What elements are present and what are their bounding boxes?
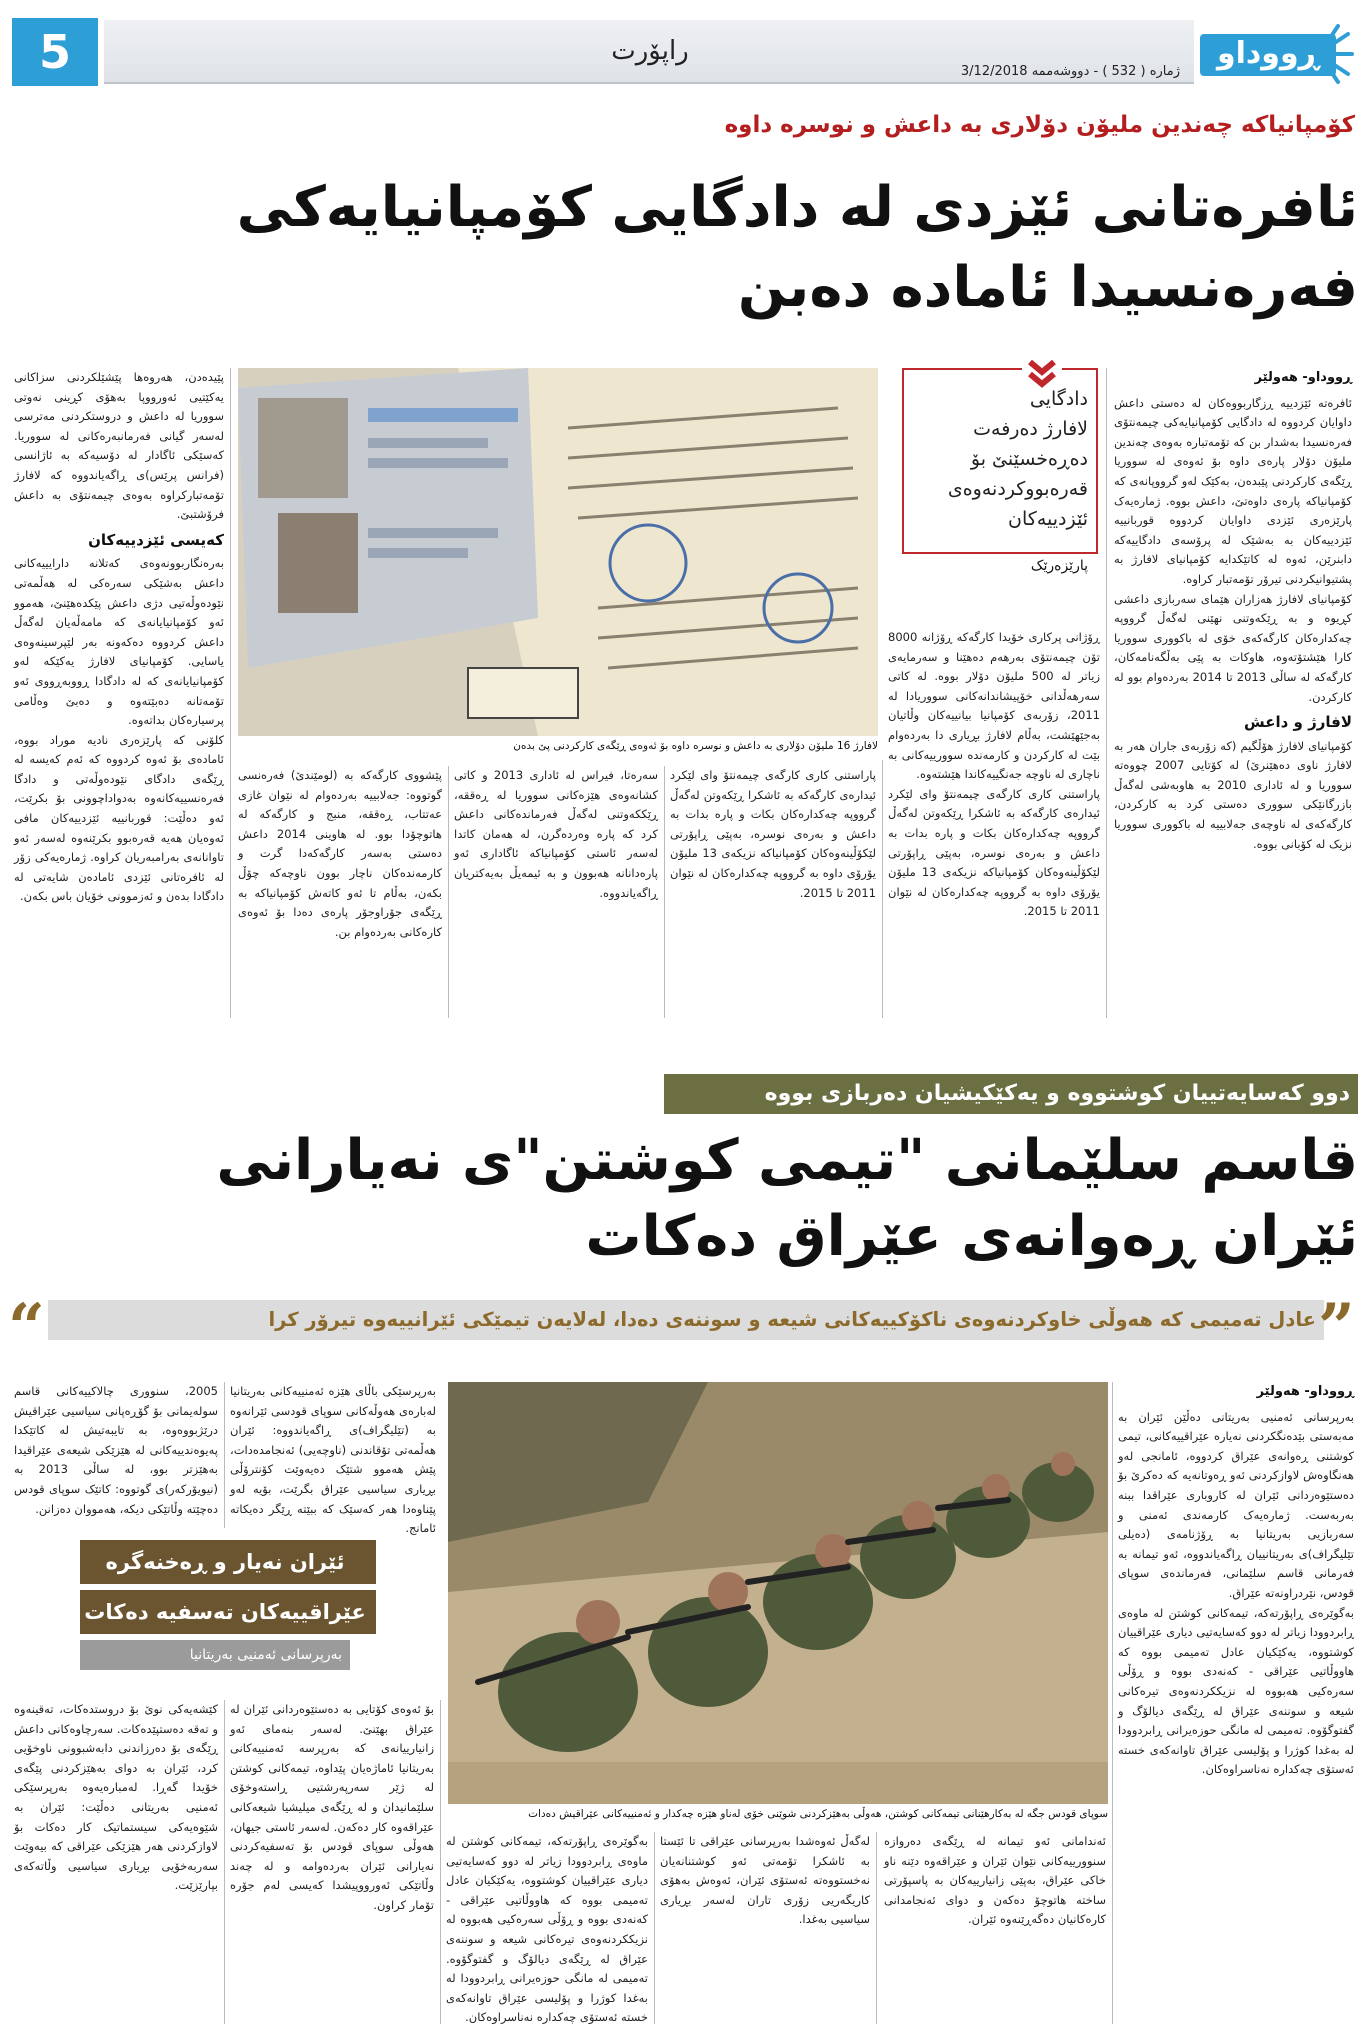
document-photo — [238, 368, 878, 736]
column-divider — [224, 1700, 225, 2024]
article1-paragraph: پێیدەدن، هەروەها پێشێلکردنی سزاکانی یەکێتیی ئەورووپا بەهۆی کڕینی نەوتی سووریا لە داعش و دروستکردنی مەترسی لەسەر گیانی فەرمانبەرەکانی لە سووریا. کەسێکی ئاگادار لە دۆسیەکە بە ئاژانسی (فرانس پرێس)ی ڕاگەیاندووە کە لافارژ تۆمەتبارکراوە بەوەی چیمەنتۆی بە داعش فرۆشتبێ. — [14, 370, 224, 522]
article1-photo — [238, 368, 878, 736]
article2-quote-line-2: عێراقییەکان تەسفیە دەکات — [84, 1600, 366, 1624]
article1-paragraph: پاراستنی کاری کارگەی چیمەنتۆ وای لێکرد ئیدارەی کارگەکە بە ئاشکرا ڕێکەوتن لەگەڵ گرووپە چەکدارەکان بکات و پارە بدات بە داعش و بەرەی نوسرە، بەپێی ڕاپۆرتی لێکۆڵینەوەکان کۆمپانیاکە نزیکەی 13 ملیۆن یۆرۆی داوە بە گرووپە چەکدارەکان لە نێوان 2011 تا 2015. — [888, 786, 1100, 919]
column-divider — [654, 1832, 655, 2024]
page-number: 5 — [38, 25, 71, 79]
article1-quote — [912, 384, 1088, 534]
open-quote-icon: ” — [1318, 1290, 1355, 1365]
article2-column-bottom-1 — [884, 1832, 1106, 2024]
article2-column-bottom-3 — [446, 1832, 648, 2024]
article2-byline: ڕووداو- هەولێر — [1256, 1384, 1354, 1399]
article1-paragraph: سەرەتا، فیراس لە ئاداری 2013 و کاتی کشانەوەی هێزەکانی سووریا لە ڕەققە، ڕێککەوتنی لەگەڵ فەرماندەکانی داعش کرد کە پارە وەردەگرن، لە هەمان کاتدا لەسەر ئاستی کۆمپانیاکە ئاگاداری ئەو پارەدانانە هەبوون و بە ئیمەیڵ بەیەکتریان ڕاگەیاندووە. — [454, 768, 658, 900]
logo — [1200, 16, 1360, 90]
article1-subhead-1: لافارژ و داعش — [1244, 713, 1352, 732]
article2-column-bottom-4 — [230, 1700, 434, 2024]
article2-photo — [448, 1382, 1108, 1804]
article1-column-under-photo-3 — [238, 766, 442, 1018]
article2-quote-line-1: ئێران نەیار و ڕەخنەگرە — [105, 1550, 345, 1574]
quote-line: ئێزدییەکان — [1008, 508, 1088, 530]
article2-column-bottom-2 — [660, 1832, 870, 2024]
article2-paragraph: بۆ ئەوەی کۆتایی بە دەستێوەردانی ئێران لە عێراق بهێنێ. لەسەر بنەمای ئەو زانیارییانەی کە بەرپرسە ئەمنییەکانی بەریتانیا ئاماژەیان پێداوە، تیمەکانی کوشتن لە ژێر سەرپەرشتیی ڕاستەوخۆی سلێمانیدان و لە ڕێگەی میلیشیا شیعەکانی عێراقەوە کار دەکەن. لەسەر ئاستی جیهان، هەوڵی سوپای قودس بۆ تەسفیەکردنی نەیارانی ئێران بەردەوامە و لە چەند وڵاتێکی ئەورووپیشدا کەیسی لەم جۆرە تۆمار کراون. — [230, 1702, 434, 1912]
soldiers-photo — [448, 1382, 1108, 1804]
article2-paragraph: بەگوێرەی ڕاپۆرتەکە، تیمەکانی کوشتن لە ماوەی ڕابردوودا زیاتر لە دوو کەسایەتیی دیاری عێراقییان کوشتووە، یەکێکیان عادل تەمیمی بووە کە هاووڵاتیی عێراقی - کەنەدی بووە و ڕۆڵی سەرەکیی هەبووە لە نزیککردنەوەی تیرەکانی شیعە و سوننەی عێراق لە ڕێگەی دیالۆگ و گفتوگۆوە. تەمیمی لە مانگی حوزەیرانی ڕابردوودا لە بەغدا کوژرا و پۆلیسی عێراق تاوانەکەی خستە ئەستۆی چەکدارە نەناسراوەکان. — [1118, 1605, 1354, 1777]
article2-paragraph: کێشەیەکی نوێ بۆ دروستدەکات، تەقینەوە و تەقە دەستپێدەکات. سەرچاوەکانی داعش ڕێگەی بۆ دەرزاندنی دابەشبوونی ناوخۆیی کرد، ئێران بە دوای بەهێزکردنی پێگەی خۆیدا گەڕا. لەمبارەیەوە بەرپرسێکی ئەمنیی بەریتانی دەڵێت: ئێران بە شێوەیەکی سیستماتیک کار دەکات بۆ لاوازکردنی هەر هێزێکی عێراقی کە بیەوێت سەربەخۆیی بڕیاری سیاسیی وڵاتەکەی بپارێزێت. — [14, 1702, 218, 1893]
article2-paragraph: 2005، سنووری چالاکییەکانی قاسم سولەیمانی بۆ گۆڕەپانی سیاسیی عێراقیش درێژبووەوە، بە تایبەتیش لە کاتێکدا پەیوەندییەکانی لە هێزێکی شیعەی عێراقیدا بەهێزتر بوو، لە ساڵی 2013 بە (نیویۆرکەر)ی گوتووە: کاتێک سوپای قودس دەچێتە وڵاتێکی دیکە، هەمووان دەزانن. — [14, 1384, 218, 1516]
article2-subkicker: عادل تەمیمی کە هەوڵی خاوکردنەوەی ناکۆکییەکانی شیعە و سوننەی دەدا، لەلایەن تیمێکی ئێرانییەوە تیرۆر کرا — [268, 1308, 1316, 1331]
article1-paragraph: کۆمپانیای لافارژ هەزاران هێمای سەربازی داعشی کڕیوە و بە ڕێکەوتنی نهێنی لەگەڵ گرووپە چەکدارەکان کارگەکەی خۆی لە باکووری سووریا کارا هێشتۆتەوە، هاوکات بە پێی بەڵگەنامەکان، کارگەکە لە ساڵی 2013 تا 2014 بەردەوام بوو لە کارکردن. — [1114, 591, 1353, 704]
article1-column-under-photo-1 — [670, 766, 876, 1018]
article2-column-right — [1118, 1382, 1354, 2024]
quote-line: دادگایی — [1029, 388, 1088, 410]
article1-byline: ڕووداو- هەولێر — [1254, 370, 1352, 385]
article2-kicker: دوو کەسایەتیيان کوشتووە و یەکێکیشیان دەربازی بووە — [764, 1081, 1350, 1106]
article1-quote-author: پارێزەرێک — [1030, 558, 1088, 574]
article2-photo-caption: سوپای قودس جگە لە بەکارهێنانی تیمەکانی کوشتن، هەوڵی بەهێزکردنی شوێنی خۆی لەناو هێزە چەکدار و ئەمنییەکانی عێراقیش دەدات — [528, 1808, 1108, 1820]
article1-headline-1: ئافرەتانی ئێزدی لە دادگایی کۆمپانیایەکی — [236, 175, 1358, 240]
quote-line: لافارژ دەرفەت — [973, 418, 1088, 440]
article2-paragraph: ئەندامانی ئەو تیمانە لە ڕێگەی دەروازە سنوورییەکانی نێوان ئێران و عێراقەوە دێنە ناو خاکی عێراق، بەپێی زانیارییەکان بە پاسپۆرتی ساختە هاتوچۆ دەکەن و دوای ئەنجامدانی کارەکانیان دەگەڕێنەوە ئێران. — [884, 1834, 1106, 1927]
quote-line: دەڕەخسێنێ بۆ — [970, 448, 1088, 470]
issue-info: ژماره ( 532 ) - دووشەممە 3/12/2018 — [960, 64, 1180, 79]
article1-photo-caption: لافارژ 16 ملیۆن دۆلاری بە داعش و نوسرە داوە بۆ ئەوەی ڕێگەی کارکردنی پێ بدەن — [513, 740, 878, 752]
article1-headline-2: فەرەنسیدا ئامادە دەبن — [737, 255, 1358, 320]
close-quote-icon: “ — [8, 1290, 45, 1365]
article1-paragraph: پاراستنی کاری کارگەی چیمەنتۆ وای لێکرد ئیدارەی کارگەکە بە ئاشکرا ڕێکەوتن لەگەڵ گرووپە چەکدارەکان بکات و پارە بدات بە داعش و بەرەی نوسرە، بەپێی ڕاپۆرتی لێکۆڵینەوەکان کۆمپانیاکە نزیکەی 13 ملیۆن یۆرۆی داوە بە گرووپە چەکدارەکان لە نێوان 2011 تا 2015. — [670, 768, 876, 900]
article2-paragraph: بەرپرسانی ئەمنیی بەریتانی دەڵێن ئێران بە مەبەستی بێدەنگکردنی نەیارە عێراقییەکانی، تیمی کوشتنی ڕەوانەی عێراق کردووە، ئامانجی لەو هەنگاوەش لاوازکردنی ئەو ڕەوتانەیە کە دەکرێ بۆ دەستێوەردانی ئێران لە کاروباری عێراقدا ببنە بەربەست. ژمارەیەک کارمەندی ئەمنی و سەربازیی بەریتانیا بە ڕۆژنامەی (دەیلی تێلیگراف)ی بەریتانییان ڕاگەیاندووە، ئەو تیمانە بە فەرمانی قاسم سلێمانی، فەرماندەی سوپای قودس، نێردراونەتە عێراق. — [1118, 1409, 1354, 1600]
article1-paragraph: ئافرەتە ئێزدییە ڕزگاربووەکان لە دەستی داعش داوایان کردووە لە دادگایی کۆمپانیایەکی چیمەنتۆی فەرەنسیدا بەشدار بن کە تۆمەتبارە بەوەی چەندین ملیۆن دۆلار پارەی داوە بۆ ئەوەی لە سووریا ڕێگەی کارکردنی پێبدەن، بەکێک لەو گرووپانەی کە کۆمپانیاکە پارەی داوەتێ، داعش بووە. ژمارەیەک پارێزەری ئێزدی داوایان کردووە قوربانییە ئێزدییەکان بە بەشێک لە پرۆسەی دادگاییەکە دابنرێن، ئەوە لە کاتێکدایە کۆمپانیای لافارژ بە پشتیوانیکردنی تیرۆر تۆمەتبار کراوە. — [1114, 395, 1352, 586]
column-divider — [1112, 1382, 1113, 2024]
article1-column-under-photo-2 — [454, 766, 658, 1018]
article1-column-mid-right — [888, 628, 1100, 1018]
page-header — [0, 10, 1372, 90]
article1-paragraph: کۆمپانیای لافارژ هۆڵگیم (کە زۆربەی جاران هەر بە لافارژ ناوی دەهێنرێ) لە کۆتایی 2007 چووەتە سووریا و لە ئاداری 2010 بە هاوبەشی لەگەڵ بازرگانێکی سووری دەستی کرد بە کارکردن، کارگەکەی لە ناوچەی جەلابییە لە باکووری سووریا نزیک لە کۆبانی بووە. — [1114, 738, 1353, 851]
article1-paragraph: بەرەنگاربوونەوەی کەتلانە دارایییەکانی داعش بەشێکی سەرەکی لە هەڵمەتی نێودەوڵەتیی دژی داعش پێکدەهێنێ، هەموو ئەو کۆمپانیایانەی کە مامەڵەیان لەگەڵ داعش کردووە دەکەونە بەر لێپرسینەوەی یاسایی. کۆمپانیای لافارژ یەکێکە لەو کۆمپانیایانەی کە لە دادگادا ڕووبەڕووی ئەو تۆمەتانە دەبێتەوە و دەبێ وەڵامی پرسیارەکان بداتەوە. — [14, 556, 224, 728]
column-divider — [664, 766, 665, 1018]
article1-paragraph: کلۆنی کە پارێزەری نادیە موراد بووە، ئامادەی بۆ ئەوە کردووە کە ئەم کەیسە لە ڕێگەی دادگای نێودەوڵەتی و دادگا فەرەنسییەکانەوە بەدواداچوونی بۆ بکرێت، ئەو دەڵێت: قوربانییە ئێزدییەکان مافی ئەوەیان هەیە قەرەبوو بکرێنەوە لەسەر ئەو تاوانانەی بەرامبەریان کراوە. ژمارەیەکی زۆر لە ئافرەتانی ئێزدی ئامادەن شایەتی لە دادگادا بدەن و ئەزموونی خۆیان باس بکەن. — [14, 732, 224, 904]
article2-paragraph: بەگوێرەی ڕاپۆرتەکە، تیمەکانی کوشتن لە ماوەی ڕابردوودا زیاتر لە دوو کەسایەتیی دیاری عێراقییان کوشتووە، یەکێکیان عادل تەمیمی بووە کە هاووڵاتیی عێراقی - کەنەدی بووە و ڕۆڵی سەرەکیی هەبووە لە نزیککردنەوەی تیرەکانی شیعە و سوننەی عێراق لە ڕێگەی دیالۆگ و گفتوگۆوە. تەمیمی لە مانگی حوزەیرانی ڕابردوودا لە بەغدا کوژرا و پۆلیسی عێراق تاوانەکەی خستە ئەستۆی چەکدارە نەناسراوەکان. — [446, 1834, 648, 2025]
column-divider — [230, 368, 231, 1018]
section-title: راپۆرت — [611, 36, 689, 66]
article2-column-top-2 — [14, 1382, 218, 1528]
article1-kicker: کۆمپانیاکە چەندین ملیۆن دۆلاری بە داعش و نوسرە داوە — [724, 112, 1355, 138]
article2-quote-author: بەرپرسانی ئەمنیی بەریتانیا — [189, 1647, 342, 1663]
column-divider — [448, 766, 449, 1018]
column-divider — [224, 1382, 225, 1528]
logo-text: ڕووداو — [1216, 36, 1320, 71]
article1-paragraph: ڕۆژانی پرکاری خۆیدا کارگەکە ڕۆژانە 8000 تۆن چیمەنتۆی بەرهەم دەهێنا و سەرمایەی زیاتر لە 500 ملیۆن دۆلار بووە. لە کاتی سەرهەڵدانی خۆپیشاندانەکانی سووریادا لە 2011، زۆربەی کۆمپانیا بیانییەکان وڵاتیان بەجێهێشت، بەڵام لافارژ بڕیاری دا بەردەوام بێت لە کارکردن و کارمەندە سوورییەکانی بە ناچاری لە ناوچە جەنگییەکاندا هێشتەوە. — [888, 630, 1100, 782]
column-divider — [1106, 368, 1107, 1018]
article2-column-top-1 — [230, 1382, 436, 1536]
article2-paragraph: بەرپرسێکی باڵای هێزە ئەمنییەکانی بەریتانیا لەبارەی هەوڵەکانی سوپای قودسی ئێرانەوە بە (تێلیگراف)ی ڕاگەیاندووە: ئێران هەڵمەتی تۆقاندنی (ناوچەیی) ئەنجامدەدات، پێش هەموو شتێک دەیەوێت کۆنترۆڵی بڕیاری سیاسیی عێراق بگرێت، بۆیە لەو پێناوەدا هەر کەسێک کە ببێتە ڕێگر دەیکاتە ئامانج. — [230, 1384, 436, 1536]
column-divider — [876, 1832, 877, 2024]
article1-column-right — [1114, 368, 1352, 1016]
article1-paragraph: پێشووی کارگەکە بە (لومێندێ) فەرەنسی گوتووە: جەلابییە بەردەوام لە نێوان غازی عەتتاب، ڕەققە، منبج و کارگەکە لە هاتوچۆدا بوو. لە هاوینی 2014 داعش دەستی بەسەر کارگەکەدا گرت و کارمەندەکان ناچار بوون ناوچەکە چۆڵ بکەن، بەڵام تا ئەو کاتەش کۆمپانیاکە بە ڕێگەی جۆراوجۆر پارەی دەدا بۆ ئەوەی کارەکانی بەردەوام بن. — [238, 768, 442, 939]
article1-subhead-2: کەیسی ئێزدییەکان — [88, 530, 224, 549]
article2-headline-1: قاسم سلێمانی "تیمی کوشتن"ی نەیارانی — [216, 1128, 1358, 1193]
article1-column-left — [14, 368, 224, 1018]
article2-headline-2: ئێران ڕەوانەی عێراق دەکات — [585, 1204, 1358, 1269]
quote-line: قەرەبووکردنەوەی — [947, 478, 1088, 500]
column-divider — [882, 760, 883, 1018]
article2-column-bottom-5 — [14, 1700, 218, 2024]
logo-rays-icon — [1324, 24, 1358, 84]
column-divider — [440, 1700, 441, 2024]
article2-paragraph: لەگەڵ ئەوەشدا بەرپرسانی عێراقی تا ئێستا بە ئاشکرا تۆمەتی ئەو کوشتنانەیان نەخستووەتە ئەستۆی ئێران، ئەوەش بەهۆی کاریگەریی زۆری تاران لەسەر بڕیاری سیاسیی بەغدا. — [660, 1834, 870, 1927]
